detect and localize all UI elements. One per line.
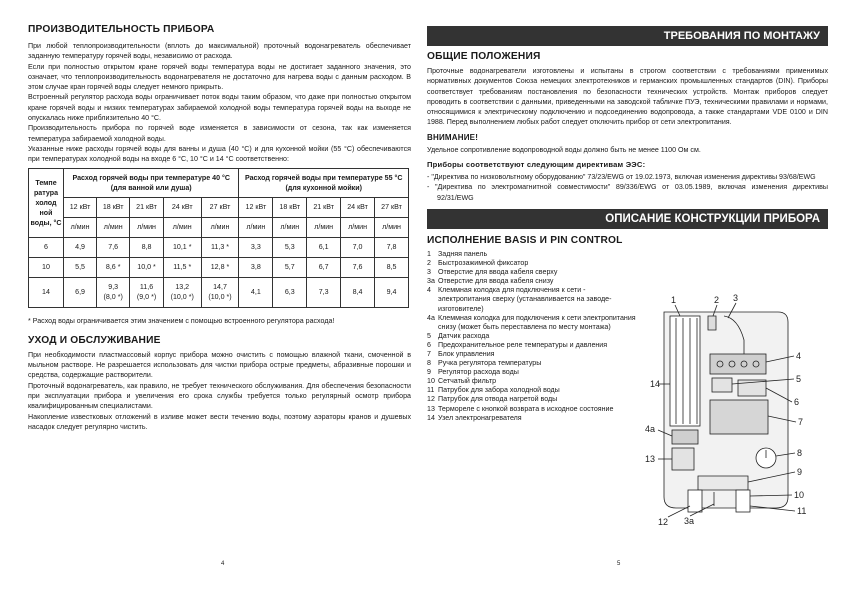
- quick-clamp: [708, 316, 716, 330]
- part-number: 5: [427, 331, 431, 340]
- cell-value: 13,2: [175, 283, 190, 292]
- care-paragraph: Проточный водонагреватель, как правило, не требует технического обслуживания. Для обеспечения безопасности при эксплуатации прибора и увеличения его срока службы требуется только регулярный осмотр прибора квалифицированным специалистами.: [28, 381, 411, 411]
- power-header: 24 кВт: [341, 197, 375, 217]
- table-cell-temperature: 10: [29, 257, 64, 277]
- cell-limited-value: (10,0 *): [208, 293, 232, 302]
- callout-4a: 4а: [645, 424, 656, 434]
- unit-cell: л/мин: [201, 217, 239, 237]
- part-number: 13: [427, 404, 435, 413]
- unit-cell: л/мин: [307, 217, 341, 237]
- part-label: Патрубок для отвода нагретой воды: [438, 395, 558, 404]
- cell-value: 7,3: [318, 288, 329, 297]
- thermal-relay: [672, 448, 694, 470]
- table-cell: [273, 277, 307, 307]
- cell-value: 8,6 *: [105, 263, 121, 272]
- part-number: 14: [427, 413, 435, 422]
- unit-cell: л/мин: [64, 217, 97, 237]
- power-header: 12 кВт: [64, 197, 97, 217]
- table-cell: [307, 277, 341, 307]
- callout-11: 11: [797, 506, 807, 516]
- part-label: Отверстие для ввода кабеля сверху: [438, 268, 558, 277]
- performance-heading: ПРОИЗВОДИТЕЛЬНОСТЬ ПРИБОРА: [28, 24, 215, 35]
- table-header-temperature: Темпе ратура холод ной воды, °С: [29, 168, 64, 237]
- part-number: 11: [427, 386, 435, 395]
- design-description-banner: ОПИСАНИЕ КОНСТРУКЦИИ ПРИБОРА: [427, 209, 828, 229]
- unit-cell: л/мин: [375, 217, 409, 237]
- table-cell: [375, 277, 409, 307]
- heater-diagram: [628, 292, 828, 532]
- unit-cell: л/мин: [273, 217, 307, 237]
- directives-list: [427, 172, 828, 203]
- part-label: Узел электронагревателя: [438, 413, 522, 422]
- perf-paragraph: Встроенный регулятор расхода воды ограничивает поток воды таким образом, что даже при полностью открытом кране горячей воды и низких температурах забираемой холодной воды температура горячей воды на выходе не опускалась ниже приблизительно 40 °С.: [28, 93, 411, 123]
- table-cell: [64, 277, 97, 307]
- table-cell: [341, 237, 375, 257]
- callout-2: 2: [714, 295, 720, 305]
- power-header: 18 кВт: [273, 197, 307, 217]
- heater-element-block: [670, 316, 700, 426]
- cell-value: 10,0 *: [137, 263, 156, 272]
- table-header-kitchen: Расход горячей воды при температуре 55 °С (для кухонной мойки): [239, 168, 409, 197]
- table-cell-temperature: 14: [29, 277, 64, 307]
- table-cell: [97, 277, 130, 307]
- part-number: 2: [427, 259, 431, 268]
- cell-value: 4,9: [75, 243, 85, 252]
- part-item: [427, 377, 639, 386]
- table-cell: [130, 257, 164, 277]
- part-number: 7: [427, 350, 431, 358]
- cell-value: 3,8: [250, 263, 261, 272]
- callout-6: 6: [794, 397, 800, 407]
- table-cell: [130, 237, 164, 257]
- part-item: [427, 386, 639, 395]
- unit-cell: л/мин: [97, 217, 130, 237]
- table-cell: [64, 237, 97, 257]
- cell-value: 3,3: [250, 243, 261, 252]
- table-row: [29, 257, 409, 277]
- cell-value: 9,4: [386, 288, 397, 297]
- table-cell: [239, 257, 273, 277]
- power-header: 27 кВт: [201, 197, 239, 217]
- cell-value: 4,1: [250, 288, 261, 297]
- table-cell: [307, 257, 341, 277]
- directive-item: - "Директива по низковольтному оборудованию" 73/23/EWG от 19.02.1973, включая изменения директивы 93/68/EWG: [427, 173, 816, 182]
- install-requirements-banner: ТРЕБОВАНИЯ ПО МОНТАЖУ: [427, 26, 828, 46]
- callout-12: 12: [658, 517, 669, 527]
- table-header-shower: Расход горячей воды при температуре 40 °С (для ванной или душа): [64, 168, 239, 197]
- unit-cell: л/мин: [163, 217, 201, 237]
- cell-value: 14,7: [213, 283, 227, 292]
- table-cell: [163, 277, 201, 307]
- part-item: [427, 359, 639, 368]
- general-text: Проточные водонагреватели изготовлены и испытаны в строгом соответствии с требованиями применимых нормативных документов Союза немецких электротехников и германских промышленных стандартов (DIN). Приборы соответствует требованиям постановления по безопасности технических устройств. Монтаж приборов следует проводить в соответствии с данными, приведенными на заводской табличке ПУЭ, техническими правилами и нормами, относящимися к электрическому подключению и подсоединению водопровода, а также стандартами VDE 0100 и DIN 1988. Перед выполнением любых работ следует отключить прибор от сети электропитания.: [427, 67, 828, 127]
- table-cell: [130, 277, 164, 307]
- part-number: 4: [427, 286, 431, 295]
- part-label: Термореле с кнопкой возврата в исходное состояние: [438, 404, 614, 413]
- table-cell: [97, 257, 130, 277]
- cell-value: 6,9: [75, 288, 85, 297]
- part-item: [427, 259, 639, 268]
- power-header: 24 кВт: [163, 197, 201, 217]
- table-cell: [273, 257, 307, 277]
- table-cell: [273, 237, 307, 257]
- cell-value: 11,5 *: [173, 263, 192, 272]
- cell-value: 6,7: [318, 263, 329, 272]
- table-cell: [239, 237, 273, 257]
- callout-5: 5: [796, 374, 802, 384]
- part-label: Сетчатый фильтр: [438, 377, 497, 386]
- cell-value: 5,5: [75, 263, 85, 272]
- table-cell: [201, 277, 239, 307]
- directive-item: - "Директива по электромагнитной совместимости" 89/336/EWG от 03.05.1989, включая изменения директивы 92/31/EWG: [427, 183, 828, 202]
- callout-13: 13: [645, 454, 656, 464]
- part-number: 12: [427, 395, 435, 404]
- callout-4: 4: [796, 351, 802, 361]
- care-paragraph: Накопление известковых отложений в изливе может вести течению воды, поэтому аэраторы кранов и душевых насадок следует регулярно чистить.: [28, 412, 411, 431]
- callout-3: 3: [733, 293, 739, 303]
- cell-value: 8,4: [352, 288, 363, 297]
- cell-value: 7,8: [386, 243, 397, 252]
- callout-7: 7: [798, 417, 804, 427]
- callout-3a: 3а: [684, 516, 695, 526]
- unit-cell: л/мин: [341, 217, 375, 237]
- table-cell: [163, 257, 201, 277]
- part-item: [427, 350, 639, 359]
- callout-8: 8: [797, 448, 803, 458]
- table-cell: [341, 257, 375, 277]
- part-label: Клеммная колодка для подключения к сети электропитания снизу (может быть переставлена по месту монтажа): [438, 313, 636, 331]
- part-label: Датчик расхода: [438, 331, 490, 340]
- part-label: Клеммная колодка для подключения к сети - электропитания сверху (устанавливается на заводе-изготовителе): [438, 286, 612, 313]
- part-label: Отверстие для ввода кабеля снизу: [438, 277, 554, 286]
- part-item: [427, 277, 639, 286]
- table-cell: [239, 277, 273, 307]
- table-cell: [64, 257, 97, 277]
- flow-sensor: [712, 378, 732, 392]
- table-cell-temperature: 6: [29, 237, 64, 257]
- cold-water-inlet: [736, 490, 750, 512]
- hot-water-outlet: [688, 490, 702, 512]
- page-number-left: 4: [221, 561, 225, 567]
- table-cell: [375, 237, 409, 257]
- cell-value: 5,3: [284, 243, 295, 252]
- cell-value: 6,1: [318, 243, 329, 252]
- part-number: 8: [427, 359, 431, 368]
- perf-paragraph: Производительность прибора по горячей воде изменяется в зависимости от сезона, так как изменяется температура забираемой холодной воды.: [28, 124, 411, 143]
- cell-value: 6,3: [284, 288, 295, 297]
- part-number: 1: [427, 249, 431, 258]
- cell-value: 10,1 *: [172, 243, 192, 252]
- part-number: 3: [427, 268, 431, 277]
- table-cell: [97, 237, 130, 257]
- part-item: [427, 395, 639, 404]
- care-paragraph: При необходимости пластмассовый корпус прибора можно очистить с помощью влажной ткани, смоченной в мыльном растворе. Не разрешается использовать для чистки прибора острые предметы, абразивные порошки и средства, содержащие растворители.: [28, 350, 411, 380]
- part-number: 4а: [427, 313, 435, 322]
- terminal-block-bottom: [672, 430, 698, 444]
- part-item: [427, 341, 639, 350]
- parts-list: [427, 250, 639, 423]
- power-header: 21 кВт: [130, 197, 164, 217]
- cell-value: 11,3 *: [211, 243, 230, 252]
- cell-limited-value: (10,0 *): [170, 293, 194, 302]
- cell-value: 7,0: [352, 243, 363, 252]
- cell-value: 11,6: [139, 283, 154, 292]
- part-number: 6: [427, 340, 431, 349]
- cell-value: 8,8: [141, 243, 152, 252]
- basis-pin-heading: ИСПОЛНЕНИЕ BASIS И PIN CONTROL: [427, 234, 623, 246]
- table-footnote: * Расход воды ограничивается этим значением с помощью встроенного регулятора расхода!: [28, 316, 335, 325]
- part-item: [427, 250, 639, 259]
- table-cell: [341, 277, 375, 307]
- part-label: Патрубок для забора холодной воды: [438, 386, 560, 395]
- callout-1: 1: [671, 295, 677, 305]
- part-item: [427, 368, 639, 377]
- power-header: 21 кВт: [307, 197, 341, 217]
- part-label: Ручка регулятора температуры: [438, 359, 542, 368]
- callout-9: 9: [797, 467, 803, 477]
- cell-limited-value: (8,0 *): [103, 293, 123, 302]
- part-label: Быстрозажимной фиксатор: [438, 259, 529, 268]
- table-cell: [201, 257, 239, 277]
- part-item: [427, 414, 639, 423]
- care-heading: УХОД И ОБСЛУЖИВАНИЕ: [28, 334, 161, 346]
- cell-value: 9,3: [108, 283, 119, 292]
- part-item: [427, 314, 639, 332]
- attention-text: Удельное сопротивление водопроводной воды должно быть не менее 1100 Ом см.: [427, 145, 701, 154]
- part-number: 10: [427, 377, 435, 386]
- table-cell: [307, 237, 341, 257]
- unit-cell: л/мин: [239, 217, 273, 237]
- flow-regulator: [698, 476, 748, 490]
- perf-paragraph: При любой теплопроизводительности (вплоть до максимальной) проточный водонагреватель обеспечивает заданную температуру горячей воды, независимо от расхода.: [28, 42, 411, 61]
- callout-10: 10: [794, 490, 805, 500]
- perf-paragraph: Указанные ниже расходы горячей воды для ванны и душа (40 °С) и для кухонной мойки (55 °С) обеспечиваются при температурах холодной воды на входе 6 °С, 10 °С и 14 °С соответственно:: [28, 144, 411, 164]
- power-header: 27 кВт: [375, 197, 409, 217]
- part-label: Предохранительное реле температуры и давления: [438, 340, 608, 349]
- control-unit: [710, 400, 768, 434]
- cell-value: 8,5: [386, 263, 397, 272]
- part-item: [427, 268, 639, 277]
- part-number: 3а: [427, 277, 435, 286]
- power-header: 18 кВт: [97, 197, 130, 217]
- cell-value: 7,6: [352, 263, 363, 272]
- table-cell: [163, 237, 201, 257]
- part-item: [427, 332, 639, 341]
- part-label: Задняя панель: [438, 249, 488, 258]
- cell-value: 5,7: [284, 263, 295, 272]
- flow-rate-table: [28, 168, 409, 308]
- table-cell: [375, 257, 409, 277]
- part-label: Блок управления: [438, 350, 495, 358]
- callout-14: 14: [650, 379, 661, 389]
- cell-limited-value: (9,0 *): [136, 293, 157, 302]
- cell-value: 12,8 *: [210, 263, 230, 272]
- table-row: [29, 277, 409, 307]
- cell-value: 7,6: [108, 243, 119, 252]
- page-number-right: 5: [617, 561, 621, 567]
- table-row: [29, 237, 409, 257]
- part-label: Регулятор расхода воды: [438, 368, 519, 377]
- unit-cell: л/мин: [130, 217, 164, 237]
- perf-paragraph: Если при полностью открытом кране горячей воды температура воды не достигает заданного значения, это означает, что теплопроизводительность водонагревателя не достаточно для нагрева воды с данным расходом. В этом случае кран горячей воды следует немного прикрыть.: [28, 62, 411, 92]
- directives-heading: Приборы соответствуют следующим директивам ЭЭС:: [427, 160, 646, 170]
- attention-heading: ВНИМАНИЕ!: [427, 132, 479, 142]
- part-number: 9: [427, 368, 431, 377]
- part-item: [427, 405, 639, 414]
- general-heading: ОБЩИЕ ПОЛОЖЕНИЯ: [427, 51, 541, 62]
- table-cell: [201, 237, 239, 257]
- terminal-block: [710, 354, 766, 374]
- power-header: 12 кВт: [239, 197, 273, 217]
- part-item: [427, 286, 639, 313]
